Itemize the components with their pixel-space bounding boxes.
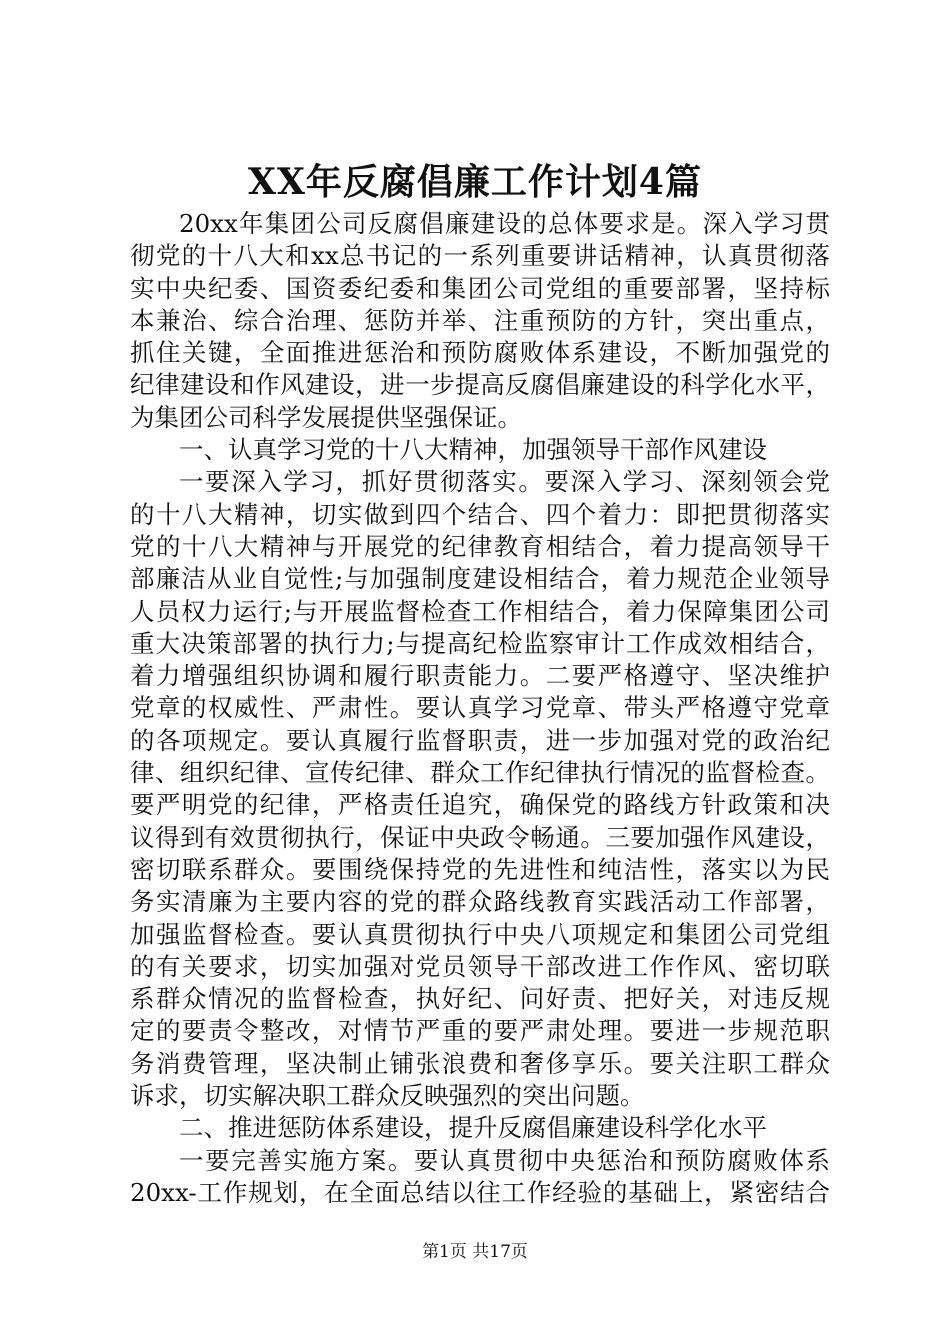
text-line: 20xx-工作规划，在全面总结以往工作经验的基础上，紧密结合 — [130, 1177, 830, 1207]
text-line: 的各项规定。要认真履行监督职责，进一步加强对党的政治纪 — [130, 725, 830, 755]
text-line: 的有关要求，切实加强对党员领导干部改进工作作风、密切联 — [130, 951, 830, 981]
text-line: 务实清廉为主要内容的党的群众路线教育实践活动工作部署， — [130, 887, 830, 917]
document-title: XX年反腐倡廉工作计划4篇 — [248, 161, 702, 203]
text-line: 一要完善实施方案。要认真贯彻中央惩治和预防腐败体系 — [179, 1145, 830, 1175]
text-line: 二、推进惩防体系建设，提升反腐倡廉建设科学化水平 — [179, 1113, 767, 1143]
text-line: 抓住关键，全面推进惩治和预防腐败体系建设，不断加强党的 — [130, 338, 830, 368]
text-line: 重大决策部署的执行力;与提高纪检监察审计工作成效相结合， — [130, 628, 830, 658]
text-line: 要严明党的纪律，严格责任追究，确保党的路线方针政策和决 — [130, 790, 830, 820]
text-line: 密切联系群众。要围绕保持党的先进性和纯洁性，落实以为民 — [130, 854, 830, 884]
text-line: 党章的权威性、严肃性。要认真学习党章、带头严格遵守党章 — [130, 693, 830, 723]
text-line: 一、认真学习党的十八大精神，加强领导干部作风建设 — [179, 435, 767, 465]
text-line: 着力增强组织协调和履行职责能力。二要严格遵守、坚决维护 — [130, 661, 830, 691]
text-line: 诉求，切实解决职工群众反映强烈的突出问题。 — [130, 1081, 645, 1111]
text-line: 加强监督检查。要认真贯彻执行中央八项规定和集团公司党组 — [130, 919, 830, 949]
text-line: 为集团公司科学发展提供坚强保证。 — [130, 402, 522, 432]
text-line: 纪律建设和作风建设，进一步提高反腐倡廉建设的科学化水平， — [130, 370, 830, 400]
text-line: 实中央纪委、国资委纪委和集团公司党组的重要部署，坚持标 — [130, 273, 830, 303]
text-line: 20xx年集团公司反腐倡廉建设的总体要求是。深入学习贯 — [179, 209, 830, 238]
text-line: 律、组织纪律、宣传纪律、群众工作纪律执行情况的监督检查。 — [130, 758, 830, 788]
text-line: 本兼治、综合治理、惩防并举、注重预防的方针，突出重点， — [130, 305, 830, 335]
text-line: 一要深入学习，抓好贯彻落实。要深入学习、深刻领会党 — [179, 467, 830, 497]
text-line: 定的要责令整改，对情节严重的要严肃处理。要进一步规范职 — [130, 1016, 830, 1046]
text-line: 系群众情况的监督检查，执好纪、问好责、把好关，对违反规 — [130, 984, 830, 1014]
text-line: 人员权力运行;与开展监督检查工作相结合，着力保障集团公司 — [130, 596, 830, 626]
text-line: 务消费管理，坚决制止铺张浪费和奢侈享乐。要关注职工群众 — [130, 1048, 830, 1078]
text-line: 议得到有效贯彻执行，保证中央政令畅通。三要加强作风建设， — [130, 822, 830, 852]
text-line: 党的十八大精神与开展党的纪律教育相结合，着力提高领导干 — [130, 531, 830, 561]
text-line: 部廉洁从业自觉性;与加强制度建设相结合，着力规范企业领导 — [130, 564, 830, 594]
page-footer: 第1页 共17页 — [422, 1242, 528, 1262]
text-line: 的十八大精神，切实做到四个结合、四个着力：即把贯彻落实 — [130, 499, 830, 529]
document-body — [130, 208, 830, 1209]
text-line: 彻党的十八大和xx总书记的一系列重要讲话精神，认真贯彻落 — [130, 241, 830, 271]
